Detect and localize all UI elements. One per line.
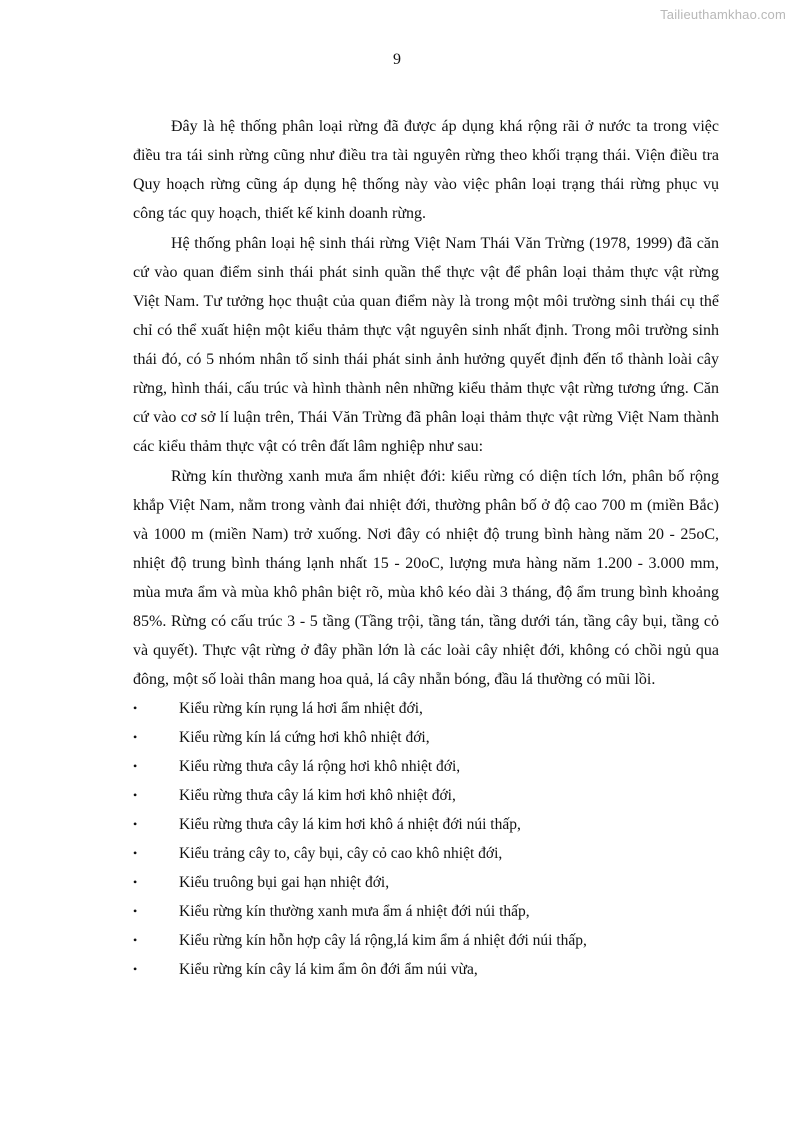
bullet-icon: • [133, 759, 138, 773]
list-item-text: Kiểu rừng kín hỗn hợp cây lá rộng,lá kim ẩm á nhiệt đới núi thấp, [179, 932, 587, 949]
list-item-text: Kiểu truông bụi gai hạn nhiệt đới, [179, 874, 390, 891]
list-item [133, 955, 719, 984]
list-item [133, 694, 719, 723]
list-item [133, 839, 719, 868]
list-item [133, 781, 719, 810]
bullet-icon: • [133, 846, 138, 860]
list-item-text: Kiểu rừng thưa cây lá kim hơi khô nhiệt đới, [179, 787, 456, 804]
watermark: Tailieuthamkhao.com [660, 7, 786, 22]
bullet-icon: • [133, 875, 138, 889]
page-number: 9 [393, 51, 401, 68]
forest-type-list [133, 694, 719, 984]
list-item [133, 868, 719, 897]
list-item [133, 926, 719, 955]
bullet-icon: • [133, 904, 138, 918]
paragraph-thai-van-trung-system: Hệ thống phân loại hệ sinh thái rừng Việt Nam Thái Văn Trừng (1978, 1999) đã căn cứ vào quan điểm sinh thái phát sinh quần thể thực vật để phân loại thảm thực vật rừng Việt Nam. Tư tưởng học thuật của quan điểm này là trong một môi trường sinh thái cụ thể chỉ có thể xuất hiện một kiểu thảm thực vật nguyên sinh nhất định. Trong môi trường sinh thái đó, có 5 nhóm nhân tố sinh thái phát sinh ảnh hưởng quyết định đến tổ thành loài cây rừng, hình thái, cấu trúc và hình thành nên những kiểu thảm thực vật rừng tương ứng. Căn cứ vào cơ sở lí luận trên, Thái Văn Trừng đã phân loại thảm thực vật rừng Việt Nam thành các kiểu thảm thực vật có trên đất lâm nghiệp như sau: [133, 235, 719, 455]
bullet-icon: • [133, 933, 138, 947]
list-item-text: Kiểu rừng kín thường xanh mưa ẩm á nhiệt đới núi thấp, [179, 903, 530, 920]
paragraph-evergreen-forest: Rừng kín thường xanh mưa ẩm nhiệt đới: kiểu rừng có diện tích lớn, phân bố rộng khắp Việt Nam, nằm trong vành đai nhiệt đới, thường phân bố ở độ cao 700 m (miền Bắc) và 1000 m (miền Nam) trở xuống. Nơi đây có nhiệt độ trung bình hàng năm 20 - 25oC, nhiệt độ trung bình tháng lạnh nhất 15 - 20oC, lượng mưa hàng năm 1.200 - 3.000 mm, mùa mưa ẩm và mùa khô phân biệt rõ, mùa khô kéo dài 3 tháng, độ ẩm trung bình khoảng 85%. Rừng có cấu trúc 3 - 5 tầng (Tầng trội, tầng tán, tầng dưới tán, tầng cây bụi, tầng cỏ và quyết). Thực vật rừng ở đây phần lớn là các loài cây nhiệt đới, không có chồi ngủ qua đông, một số loài thân mang hoa quả, lá cây nhẵn bóng, đầu lá thường có mũi lồi. [133, 468, 719, 688]
list-item-text: Kiểu rừng kín rụng lá hơi ẩm nhiệt đới, [179, 700, 423, 717]
bullet-icon: • [133, 701, 138, 715]
list-item-text: Kiểu trảng cây to, cây bụi, cây cỏ cao khô nhiệt đới, [179, 845, 503, 862]
list-item-text: Kiểu rừng thưa cây lá kim hơi khô á nhiệt đới núi thấp, [179, 816, 521, 833]
bullet-icon: • [133, 817, 138, 831]
list-item [133, 897, 719, 926]
bullet-icon: • [133, 788, 138, 802]
document-body [133, 112, 719, 984]
list-item [133, 752, 719, 781]
paragraph-classification-system: Đây là hệ thống phân loại rừng đã được áp dụng khá rộng rãi ở nước ta trong việc điều tra tái sinh rừng cũng như điều tra tài nguyên rừng theo khối trạng thái. Viện điều tra Quy hoạch rừng cũng áp dụng hệ thống này vào việc phân loại trạng thái rừng phục vụ công tác quy hoạch, thiết kế kinh doanh rừng. [133, 118, 719, 222]
list-item-text: Kiểu rừng kín lá cứng hơi khô nhiệt đới, [179, 729, 430, 746]
bullet-icon: • [133, 962, 138, 976]
list-item-text: Kiểu rừng thưa cây lá rộng hơi khô nhiệt đới, [179, 758, 461, 775]
bullet-icon: • [133, 730, 138, 744]
list-item [133, 723, 719, 752]
list-item [133, 810, 719, 839]
list-item-text: Kiểu rừng kín cây lá kim ẩm ôn đới ẩm núi vừa, [179, 961, 478, 978]
